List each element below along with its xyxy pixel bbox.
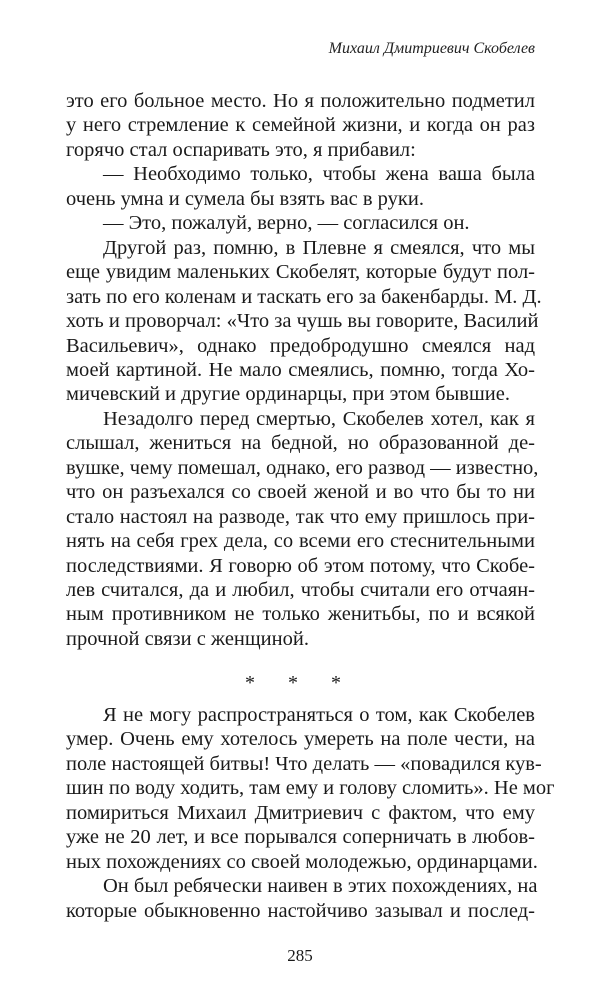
- text-line: моей картиной. Не мало смеялись, помню, тогда Хо-: [66, 358, 535, 381]
- text-line: хоть и проворчал: «Что за чушь вы говорите, Василий: [66, 310, 539, 333]
- text-line: зать по его коленам и таскать его за бакенбарды. М. Д.: [66, 285, 542, 308]
- text-line: стало настоял на разводе, так что ему пришлось при-: [66, 505, 535, 528]
- text-line: Незадолго перед смертью, Скобелев хотел, как я: [103, 407, 535, 430]
- text-line: горячо стал оспаривать это, я прибавил:: [66, 138, 416, 161]
- text-line: ным противником не только женитьбы, по и всякой: [66, 603, 535, 626]
- text-line: лев считался, да и любил, чтобы считали его отчаян-: [66, 579, 535, 601]
- text-line: — Это, пожалуй, верно, — согласился он.: [103, 212, 470, 235]
- text-line: последствиями. Я говорю об этом потому, что Скобе-: [66, 554, 535, 577]
- text-line: — Необходимо только, чтобы жена ваша была: [103, 163, 535, 186]
- text-line: ных похождениях со своей молодежью, ординарцами.: [66, 850, 538, 873]
- text-line: у него стремление к семейной жизни, и когда он раз: [66, 114, 535, 137]
- text-line: прочной связи с женщиной.: [66, 627, 309, 650]
- text-line: мичевский и другие ординарцы, при этом бывшие.: [66, 383, 510, 406]
- text-line: что он разъехался со своей женой и во что бы то ни: [66, 481, 535, 504]
- text-line: нять на себя грех дела, со всеми его стеснительными: [66, 530, 535, 553]
- text-line: вушке, чему помешал, однако, его развод — известно,: [66, 456, 539, 479]
- text-line: умер. Очень ему хотелось умереть на поле чести, на: [66, 728, 535, 751]
- page-number: 285: [287, 946, 313, 965]
- running-header: Михаил Дмитриевич Скобелев: [328, 40, 535, 57]
- text-line: очень умна и сумела бы взять вас в руки.: [66, 187, 424, 210]
- text-line: Я не могу распространяться о том, как Скобелев: [103, 704, 535, 726]
- text-line: слышал, жениться на бедной, но образованной де-: [66, 432, 535, 455]
- text-line: это его больное место. Но я положительно подметил: [66, 90, 535, 112]
- text-line: Васильевич», однако предобродушно смеялся над: [66, 334, 535, 357]
- text-line: помириться Михаил Дмитриевич с фактом, что ему: [66, 801, 535, 824]
- text-line: поле настоящей битвы! Что делать — «повадился кув-: [66, 752, 542, 775]
- text-line: которые обыкновенно настойчиво зазывал и послед-: [66, 899, 535, 922]
- text-line: еще увидим маленьких Скобелят, которые будут пол-: [66, 261, 535, 284]
- text-line: Другой раз, помню, в Плевне я смеялся, что мы: [103, 236, 535, 259]
- text-line: уже не 20 лет, и все порывался соперничать в любов-: [66, 826, 535, 849]
- section-separator: * * *: [245, 672, 355, 694]
- text-line: шин по воду ходить, там ему и голову сломить». Не мог: [66, 777, 555, 800]
- text-line: Он был ребячески наивен в этих похождениях, на: [103, 875, 538, 898]
